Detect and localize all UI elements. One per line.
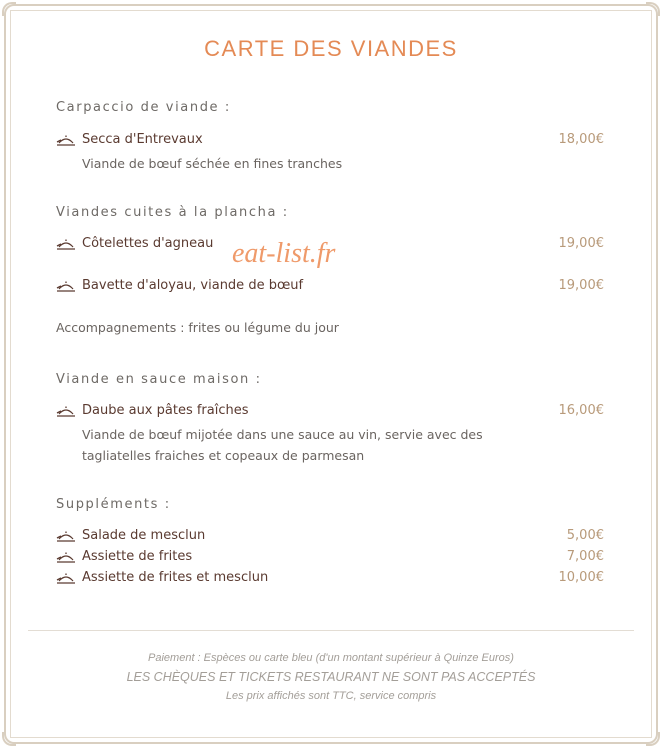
- item-name: Daube aux pâtes fraîches: [82, 403, 249, 418]
- serving-cloche-icon: [56, 405, 76, 418]
- serving-cloche-icon: [56, 551, 76, 564]
- item-name: Secca d'Entrevaux: [82, 132, 203, 147]
- divider: [28, 630, 634, 631]
- item-price: 7,00€: [566, 549, 604, 564]
- tax-note: Les prix affichés sont TTC, service compris: [225, 690, 437, 702]
- item-price: 19,00€: [558, 278, 604, 293]
- frame-corner: [646, 2, 660, 16]
- item-name: Salade de mesclun: [82, 528, 206, 543]
- item-price: 10,00€: [558, 570, 604, 585]
- watermark: eat-list.fr: [232, 238, 336, 269]
- item-description: Viande de bœuf mijotée dans une sauce au vin, servie avec des: [82, 427, 483, 442]
- frame-corner: [2, 732, 16, 746]
- serving-cloche-icon: [56, 134, 76, 147]
- item-price: 18,00€: [558, 132, 604, 147]
- section-title-plancha: Viandes cuites à la plancha :: [56, 205, 289, 220]
- item-name: Côtelettes d'agneau: [82, 236, 214, 251]
- menu-item: [56, 278, 608, 296]
- frame-corner: [646, 732, 660, 746]
- menu-item: [56, 549, 608, 567]
- accompaniment-note: Accompagnements : frites ou légume du jour: [56, 320, 339, 335]
- menu-item: [56, 132, 608, 174]
- item-description: Viande de bœuf séchée en fines tranches: [82, 156, 343, 171]
- section-title-supplements: Suppléments :: [56, 497, 171, 512]
- item-price: 16,00€: [558, 403, 604, 418]
- payment-note: Paiement : Espèces ou carte bleu (d'un montant supérieur à Quinze Euros): [148, 652, 514, 664]
- serving-cloche-icon: [56, 530, 76, 543]
- item-description: tagliatelles fraiches et copeaux de parmesan: [82, 448, 365, 463]
- menu-item: [56, 528, 608, 546]
- serving-cloche-icon: [56, 572, 76, 585]
- item-price: 19,00€: [558, 236, 604, 251]
- page-title: CARTE DES VIANDES: [204, 36, 458, 61]
- menu-item: [56, 403, 608, 466]
- item-name: Bavette d'aloyau, viande de bœuf: [82, 278, 304, 293]
- serving-cloche-icon: [56, 238, 76, 251]
- item-price: 5,00€: [566, 528, 604, 543]
- section-title-sauce: Viande en sauce maison :: [56, 372, 262, 387]
- frame-corner: [2, 2, 16, 16]
- restriction-note: LES CHÈQUES ET TICKETS RESTAURANT NE SONT PAS ACCEPTÉS: [126, 670, 536, 684]
- item-name: Assiette de frites: [82, 549, 193, 564]
- menu-item: [56, 570, 608, 588]
- serving-cloche-icon: [56, 280, 76, 293]
- section-title-carpaccio: Carpaccio de viande :: [56, 100, 231, 115]
- item-name: Assiette de frites et mesclun: [82, 570, 269, 585]
